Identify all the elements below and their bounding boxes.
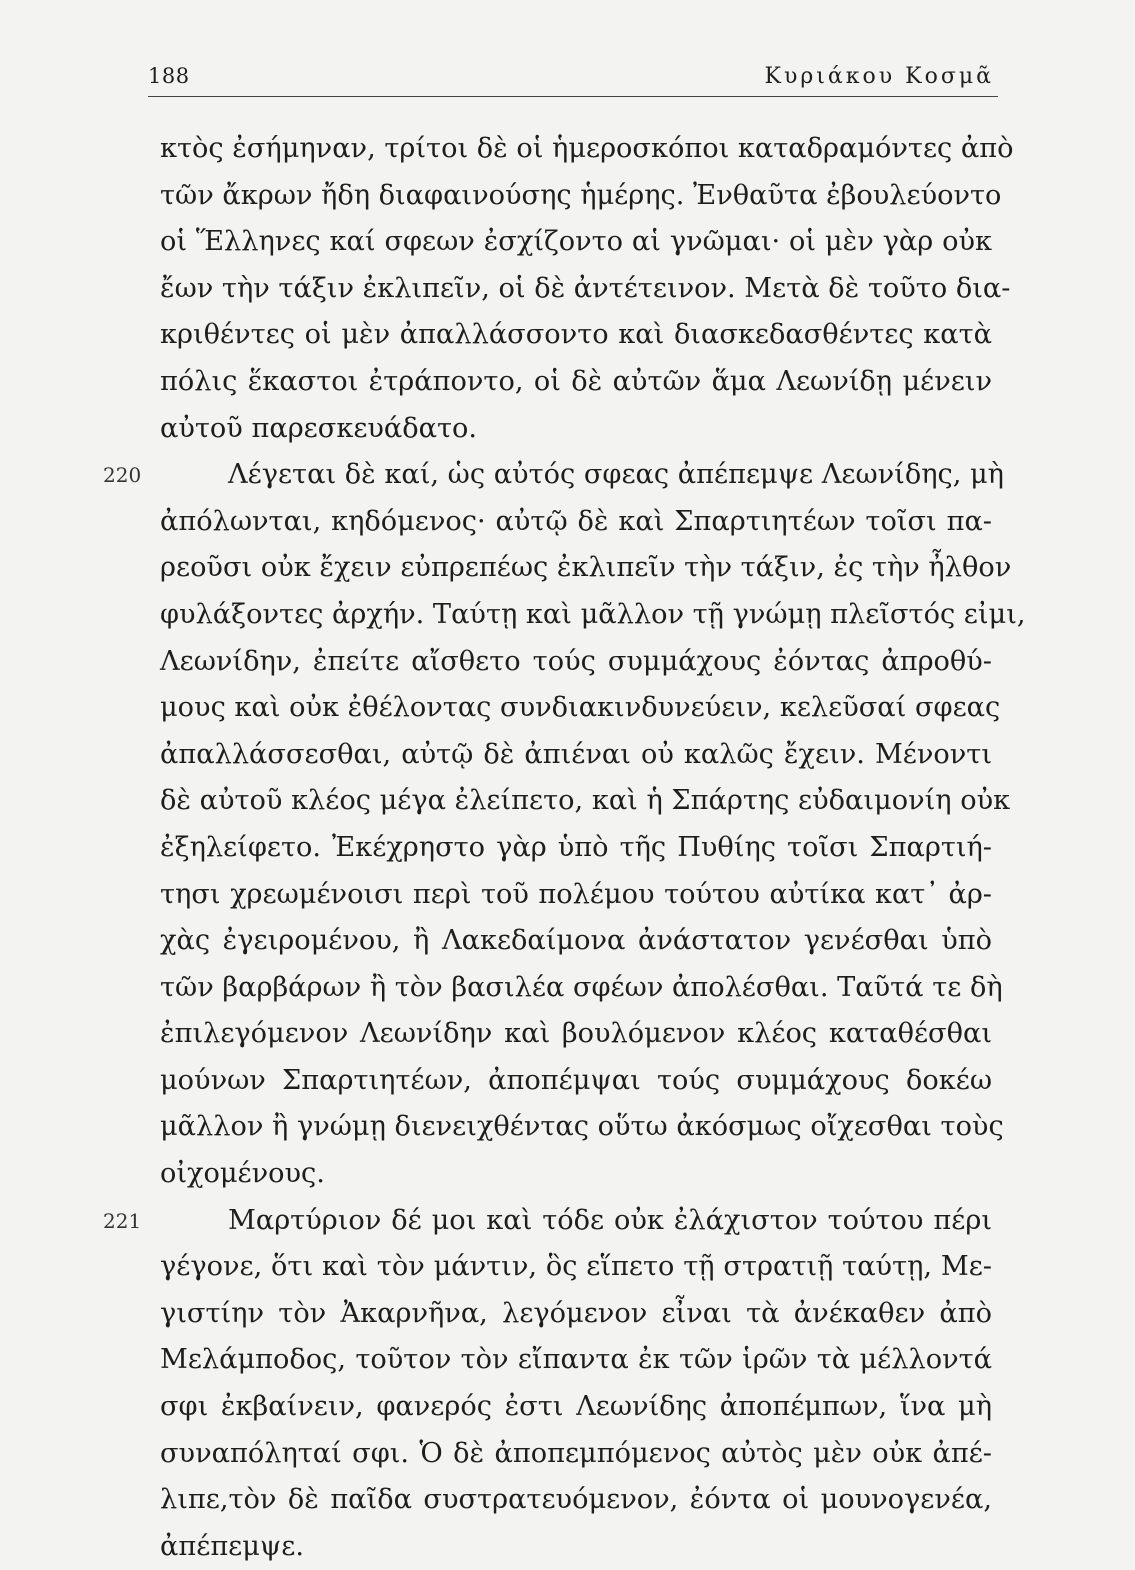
- text-line: [160, 1244, 992, 1291]
- line-text: συναπόληταί σφι. Ὁ δὲ ἀποπεμπόμενος αὐτὸς μὲν οὐκ ἀπέ-: [160, 1437, 992, 1469]
- line-text: Μαρτύριον δέ μοι καὶ τόδε οὐκ ἐλάχιστον τούτου πέρι: [228, 1204, 992, 1236]
- line-text: ἀπέπεμψε.: [160, 1530, 304, 1562]
- line-text: ἀπαλλάσσεσθαι, αὐτῷ δὲ ἀπιέναι οὐ καλῶς ἔχειν. Μένοντι: [160, 738, 992, 770]
- text-line: [160, 173, 1002, 220]
- running-header: [148, 62, 998, 97]
- text-line: [160, 965, 1003, 1012]
- line-text: ἀπόλωνται, κηδόμενος· αὐτῷ δὲ καὶ Σπαρτιητέων τοῖσι πα-: [160, 505, 992, 537]
- line-text: γέγονε, ὅτι καὶ τὸν μάντιν, ὃς εἵπετο τῇ στρατιῇ ταύτῃ, Με-: [160, 1251, 992, 1283]
- text-line: [160, 1477, 992, 1524]
- text-line: [160, 918, 992, 965]
- line-text: μᾶλλον ἢ γνώμῃ διενειχθέντας οὕτω ἀκόσμως οἴχεσθαι τοὺς: [160, 1111, 1004, 1143]
- text-line: [160, 778, 1011, 825]
- line-text: ἐπιλεγόμενον Λεωνίδην καὶ βουλόμενον κλέος καταθέσθαι: [160, 1018, 992, 1050]
- text-line: [160, 1524, 992, 1570]
- text-line: [160, 1104, 1004, 1151]
- running-title: Κυριάκου Κοσμᾶ: [764, 64, 994, 89]
- text-line: [103, 1198, 992, 1245]
- text-line: [160, 1384, 992, 1431]
- line-text: Λεωνίδην, ἐπείτε αἴσθετο τούς συμμάχους ἐόντας ἀπροθύ-: [160, 645, 992, 677]
- text-line: [160, 219, 992, 266]
- line-text: ἐξηλείφετο. Ἐκέχρηστο γὰρ ὑπὸ τῆς Πυθίης τοῖσι Σπαρτιή-: [160, 831, 992, 863]
- text-line: [103, 452, 1004, 499]
- text-line: [160, 406, 992, 453]
- text-line: [160, 499, 992, 546]
- section-number: 220: [103, 463, 142, 488]
- line-text: τῶν βαρβάρων ἢ τὸν βασιλέα σφέων ἀπολέσθαι. Ταῦτά τε δὴ: [160, 971, 1003, 1003]
- line-text: γιστίην τὸν Ἀκαρνῆνα, λεγόμενον εἶναι τὰ ἀνέκαθεν ἀπὸ: [160, 1297, 992, 1329]
- body-text: [103, 126, 1026, 1570]
- text-line: [160, 126, 1014, 173]
- text-line: [160, 359, 992, 406]
- text-line: [160, 1151, 992, 1198]
- text-line: [160, 1291, 992, 1338]
- line-text: φυλάξοντες ἀρχήν. Ταύτῃ καὶ μᾶλλον τῇ γνώμῃ πλεῖστός εἰμι,: [160, 598, 1026, 630]
- line-text: μους καὶ οὐκ ἐθέλοντας συνδιακινδυνεύειν, κελεῦσαί σφεας: [160, 692, 1001, 724]
- line-text: αὐτοῦ παρεσκευάδατο.: [160, 412, 478, 444]
- text-line: [160, 1337, 992, 1384]
- line-text: πόλις ἕκαστοι ἐτράποντο, οἱ δὲ αὐτῶν ἅμα Λεωνίδῃ μένειν: [160, 365, 992, 397]
- line-text: τησι χρεωμένοισι περὶ τοῦ πολέμου τούτου αὐτίκα κατ᾽ ἀρ-: [160, 878, 992, 910]
- line-text: ρεοῦσι οὐκ ἔχειν εὐπρεπέως ἐκλιπεῖν τὴν τάξιν, ἐς τὴν ἦλθον: [160, 552, 1012, 584]
- text-line: [160, 592, 1026, 639]
- line-text: μούνων Σπαρτιητέων, ἀποπέμψαι τούς συμμάχους δοκέω: [160, 1064, 992, 1096]
- text-line: [160, 685, 1001, 732]
- line-text: Μελάμποδος, τοῦτον τὸν εἴπαντα ἐκ τῶν ἱρῶν τὰ μέλλοντά: [160, 1344, 992, 1376]
- line-text: λιπε,τὸν δὲ παῖδα συστρατευόμενον, ἐόντα οἱ μουνογενέα,: [160, 1484, 992, 1516]
- line-text: κτὸς ἐσήμηναν, τρίτοι δὲ οἱ ἡμεροσκόποι καταδραμόντες ἀπὸ: [160, 133, 1014, 164]
- line-text: κριθέντες οἱ μὲν ἀπαλλάσσοντο καὶ διασκεδασθέντες κατὰ: [160, 319, 992, 351]
- line-text: δὲ αὐτοῦ κλέος μέγα ἐλείπετο, καὶ ἡ Σπάρτης εὐδαιμονίη οὐκ: [160, 785, 1011, 817]
- line-text: Λέγεται δὲ καί, ὡς αὐτός σφεας ἀπέπεμψε Λεωνίδης, μὴ: [228, 459, 1004, 491]
- text-line: [160, 825, 992, 872]
- section-number: 221: [103, 1208, 142, 1233]
- line-text: τῶν ἄκρων ἤδη διαφαινούσης ἡμέρης. Ἐνθαῦτα ἐβουλεύοντο: [160, 179, 1002, 211]
- text-line: [160, 1011, 992, 1058]
- line-text: χὰς ἐγειρομένου, ἢ Λακεδαίμονα ἀνάστατον γενέσθαι ὑπὸ: [160, 925, 992, 957]
- text-line: [160, 266, 1011, 313]
- line-text: ἔων τὴν τάξιν ἐκλιπεῖν, οἱ δὲ ἀντέτεινον. Μετὰ δὲ τοῦτο δια-: [160, 272, 1011, 304]
- text-line: [160, 872, 992, 919]
- text-line: [160, 732, 992, 779]
- line-text: σφι ἐκβαίνειν, φανερός ἐστι Λεωνίδης ἀποπέμπων, ἵνα μὴ: [160, 1391, 992, 1423]
- text-line: [160, 639, 992, 686]
- text-line: [160, 1058, 992, 1105]
- line-text: οἱ Ἕλληνες καί σφεων ἐσχίζοντο αἱ γνῶμαι· οἱ μὲν γὰρ οὐκ: [160, 226, 992, 258]
- text-line: [160, 312, 992, 359]
- page-number: 188: [148, 64, 190, 88]
- text-line: [160, 1431, 992, 1478]
- text-line: [160, 545, 1012, 592]
- line-text: οἰχομένους.: [160, 1158, 325, 1190]
